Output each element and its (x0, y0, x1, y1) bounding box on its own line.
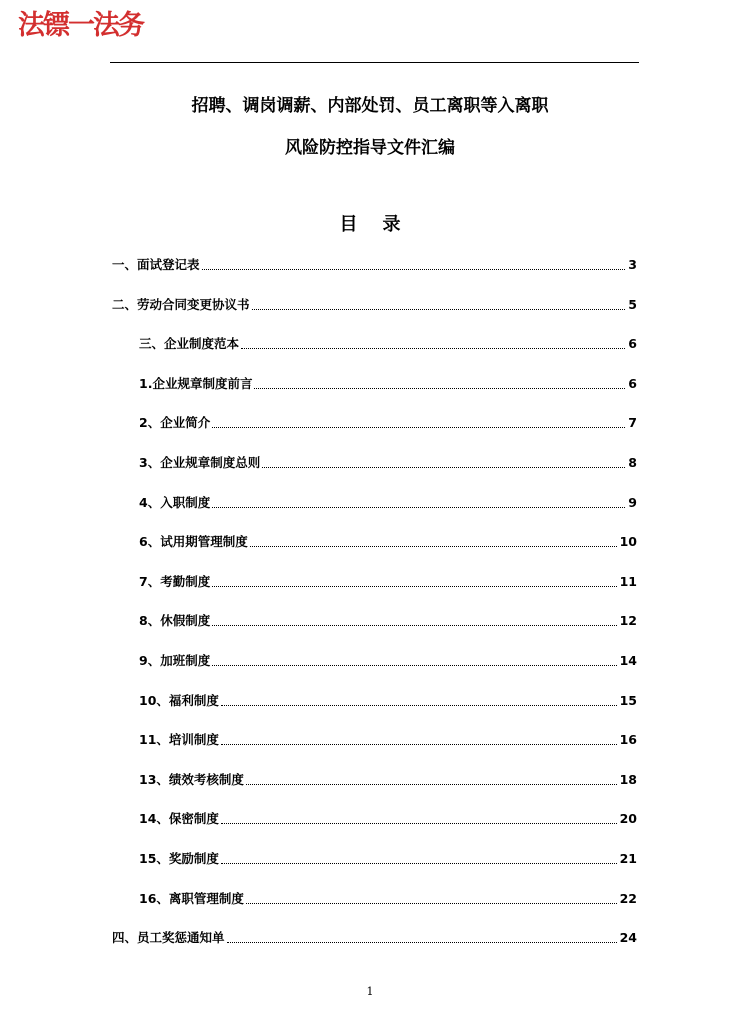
toc-entry-label: 11、培训制度 (139, 732, 219, 748)
toc-entry[interactable] (139, 533, 637, 551)
toc-entry[interactable] (139, 652, 637, 670)
toc-entry[interactable] (139, 494, 637, 512)
toc-dot-leader (262, 467, 625, 468)
toc-entry-page-number: 6 (628, 375, 637, 391)
toc-entry-page-number: 21 (619, 851, 637, 866)
toc-entry[interactable] (139, 890, 637, 908)
toc-entry[interactable] (139, 771, 637, 789)
toc-dot-leader (212, 665, 616, 666)
toc-entry-label: 15、奖励制度 (139, 851, 219, 866)
toc-entry-page-number: 20 (619, 811, 637, 827)
toc-entry-page-number: 3 (628, 257, 637, 272)
toc-entry-label: 1.企业规章制度前言 (139, 375, 253, 391)
toc-entry-page-number: 6 (628, 336, 637, 352)
toc-dot-leader (212, 625, 616, 626)
toc-heading: 目 录 (339, 214, 401, 235)
toc-entry-label: 16、离职管理制度 (139, 890, 244, 906)
toc-dot-leader (246, 784, 617, 785)
toc-entry-label: 二、劳动合同变更协议书 (112, 296, 250, 312)
toc-dot-leader (246, 903, 617, 904)
toc-dot-leader (241, 348, 625, 349)
toc-entry-page-number: 8 (628, 455, 637, 470)
toc-entry-page-number: 18 (619, 771, 637, 787)
toc-entry-page-number: 16 (619, 732, 637, 748)
toc-entry-label: 13、绩效考核制度 (139, 771, 244, 787)
toc-entry-page-number: 12 (619, 613, 637, 629)
toc-dot-leader (202, 269, 626, 270)
document-title-line-2: 风险防控指导文件汇编 (285, 138, 455, 158)
toc-entry[interactable] (139, 692, 637, 710)
toc-entry-label: 2、企业简介 (139, 415, 211, 431)
toc-entry-label: 4、入职制度 (139, 494, 211, 510)
toc-dot-leader (254, 388, 625, 389)
toc-entry[interactable] (139, 335, 637, 353)
toc-entry-label: 四、员工奖惩通知单 (112, 930, 225, 946)
toc-entry-label: 9、加班制度 (139, 653, 211, 668)
toc-entry-page-number: 5 (628, 296, 637, 312)
toc-entry-label: 6、试用期管理制度 (139, 534, 248, 550)
logo: 法镖一法务 (18, 10, 143, 41)
toc-dot-leader (221, 823, 617, 824)
toc-dot-leader (250, 546, 617, 547)
toc-entry[interactable] (139, 414, 637, 432)
toc-dot-leader (212, 586, 616, 587)
toc-entry-page-number: 24 (619, 930, 637, 946)
toc-entry-page-number: 15 (619, 692, 637, 708)
toc-dot-leader (227, 942, 617, 943)
toc-entry[interactable] (112, 296, 637, 314)
toc-entry-label: 3、企业规章制度总则 (139, 455, 261, 470)
toc-dot-leader (252, 309, 626, 310)
toc-entry-page-number: 22 (619, 890, 637, 906)
toc-entry[interactable] (139, 573, 637, 591)
toc-entry[interactable] (139, 375, 637, 393)
toc-entry-page-number: 10 (619, 534, 637, 550)
toc-dot-leader (212, 427, 625, 428)
toc-entry[interactable] (112, 256, 637, 274)
toc-entry-label: 8、休假制度 (139, 613, 211, 629)
toc-entry-label: 14、保密制度 (139, 811, 219, 827)
toc-dot-leader (221, 744, 617, 745)
toc-entry-label: 三、企业制度范本 (139, 336, 240, 352)
toc-dot-leader (212, 507, 625, 508)
document-title-line-1: 招聘、调岗调薪、内部处罚、员工离职等入离职 (191, 96, 549, 116)
toc-entry-label: 10、福利制度 (139, 692, 219, 708)
toc-entry[interactable] (139, 612, 637, 630)
toc-entry-label: 7、考勤制度 (139, 573, 211, 589)
toc-entry[interactable] (112, 929, 637, 947)
toc-entry-page-number: 9 (628, 494, 637, 510)
toc-entry[interactable] (139, 731, 637, 749)
toc-entry-page-number: 14 (619, 653, 637, 668)
toc-entry[interactable] (139, 810, 637, 828)
toc-entry[interactable] (139, 850, 637, 868)
toc-entry[interactable] (139, 454, 637, 472)
toc-entry-page-number: 7 (628, 415, 637, 431)
toc-entry-page-number: 11 (619, 573, 637, 589)
toc-entry-label: 一、面试登记表 (112, 257, 200, 272)
page-number: 1 (366, 985, 374, 998)
toc-dot-leader (221, 705, 617, 706)
toc-dot-leader (221, 863, 617, 864)
